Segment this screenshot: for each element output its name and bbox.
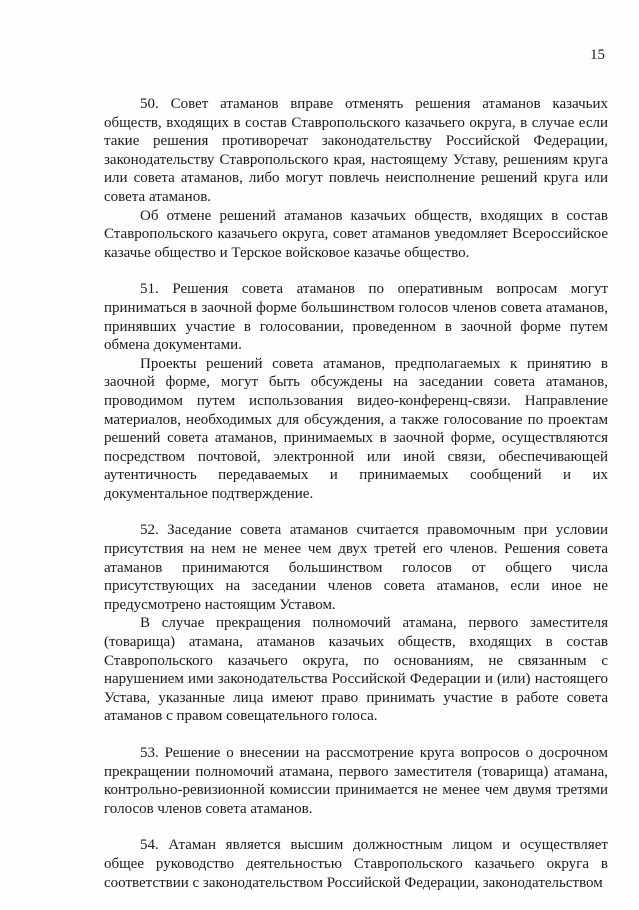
paragraph: 54. Атаман является высшим должностным лицом и осуществляет общее руководство деятельностью Ставропольского казачьего округа в соответствии с законодательством Российской Федерации, законодательством	[104, 837, 608, 891]
section-51	[104, 280, 608, 503]
document-body	[104, 95, 608, 910]
paragraph: 53. Решение о внесении на рассмотрение круга вопросов о досрочном прекращении полномочий атамана, первого заместителя (товарища) атамана, контрольно-ревизионной комиссии принимается не менее чем двумя третями голосов членов совета атаманов.	[104, 745, 608, 817]
section-52	[104, 521, 608, 726]
page-number: 15	[590, 47, 605, 63]
paragraph: 51. Решения совета атаманов по оперативным вопросам могут приниматься в заочной форме большинством голосов членов совета атаманов, принявших участие в голосовании, проведенном в заочной форме путем обмена документами.	[104, 281, 608, 354]
paragraph: 52. Заседание совета атаманов считается правомочным при условии присутствия на нем не менее чем двух третей его членов. Решения совета атаманов принимаются большинством голосов от общего числа присутствующих на заседании членов совета атаманов, если иное не предусмотрено настоящим Уставом.	[104, 522, 608, 613]
paragraph: 50. Совет атаманов вправе отменять решения атаманов казачьих обществ, входящих в состав Ставропольского казачьего округа, в случае если такие решения противоречат законодательству Российской Федерации, законодательству Ставропольского края, настоящему Уставу, решениям круга или совета атаманов, либо могут повлечь неисполнение решений круга или совета атаманов.	[104, 96, 608, 205]
section-53	[104, 744, 608, 818]
paragraph: Проекты решений совета атаманов, предполагаемых к принятию в заочной форме, могут быть обсуждены на заседании совета атаманов, проводимом путем использования видео-конференц-связи. Направление материалов, необходимых для обсуждения, а также голосование по проектам решений совета атаманов, принимаемых в заочной форме, осуществляются посредством почтовой, электронной или иной связи, обеспечивающей аутентичность передаваемых и принимаемых сообщений и их документальное подтверждение.	[104, 355, 608, 502]
section-50	[104, 95, 608, 262]
paragraph: В случае прекращения полномочий атамана, первого заместителя (товарища) атамана, атаманов казачьих обществ, входящих в состав Ставропольского казачьего округа, по основаниям, не связанным с нарушением ими законодательства Российской Федерации и (или) настоящего Устава, указанные лица имеют право принимать участие в работе совета атаманов с правом совещательного голоса.	[104, 615, 608, 725]
section-54	[104, 836, 608, 892]
paragraph: Об отмене решений атаманов казачьих обществ, входящих в состав Ставропольского казачьего округа, совет атаманов уведомляет Всероссийское казачье общество и Терское войсковое казачье общество.	[104, 207, 608, 261]
